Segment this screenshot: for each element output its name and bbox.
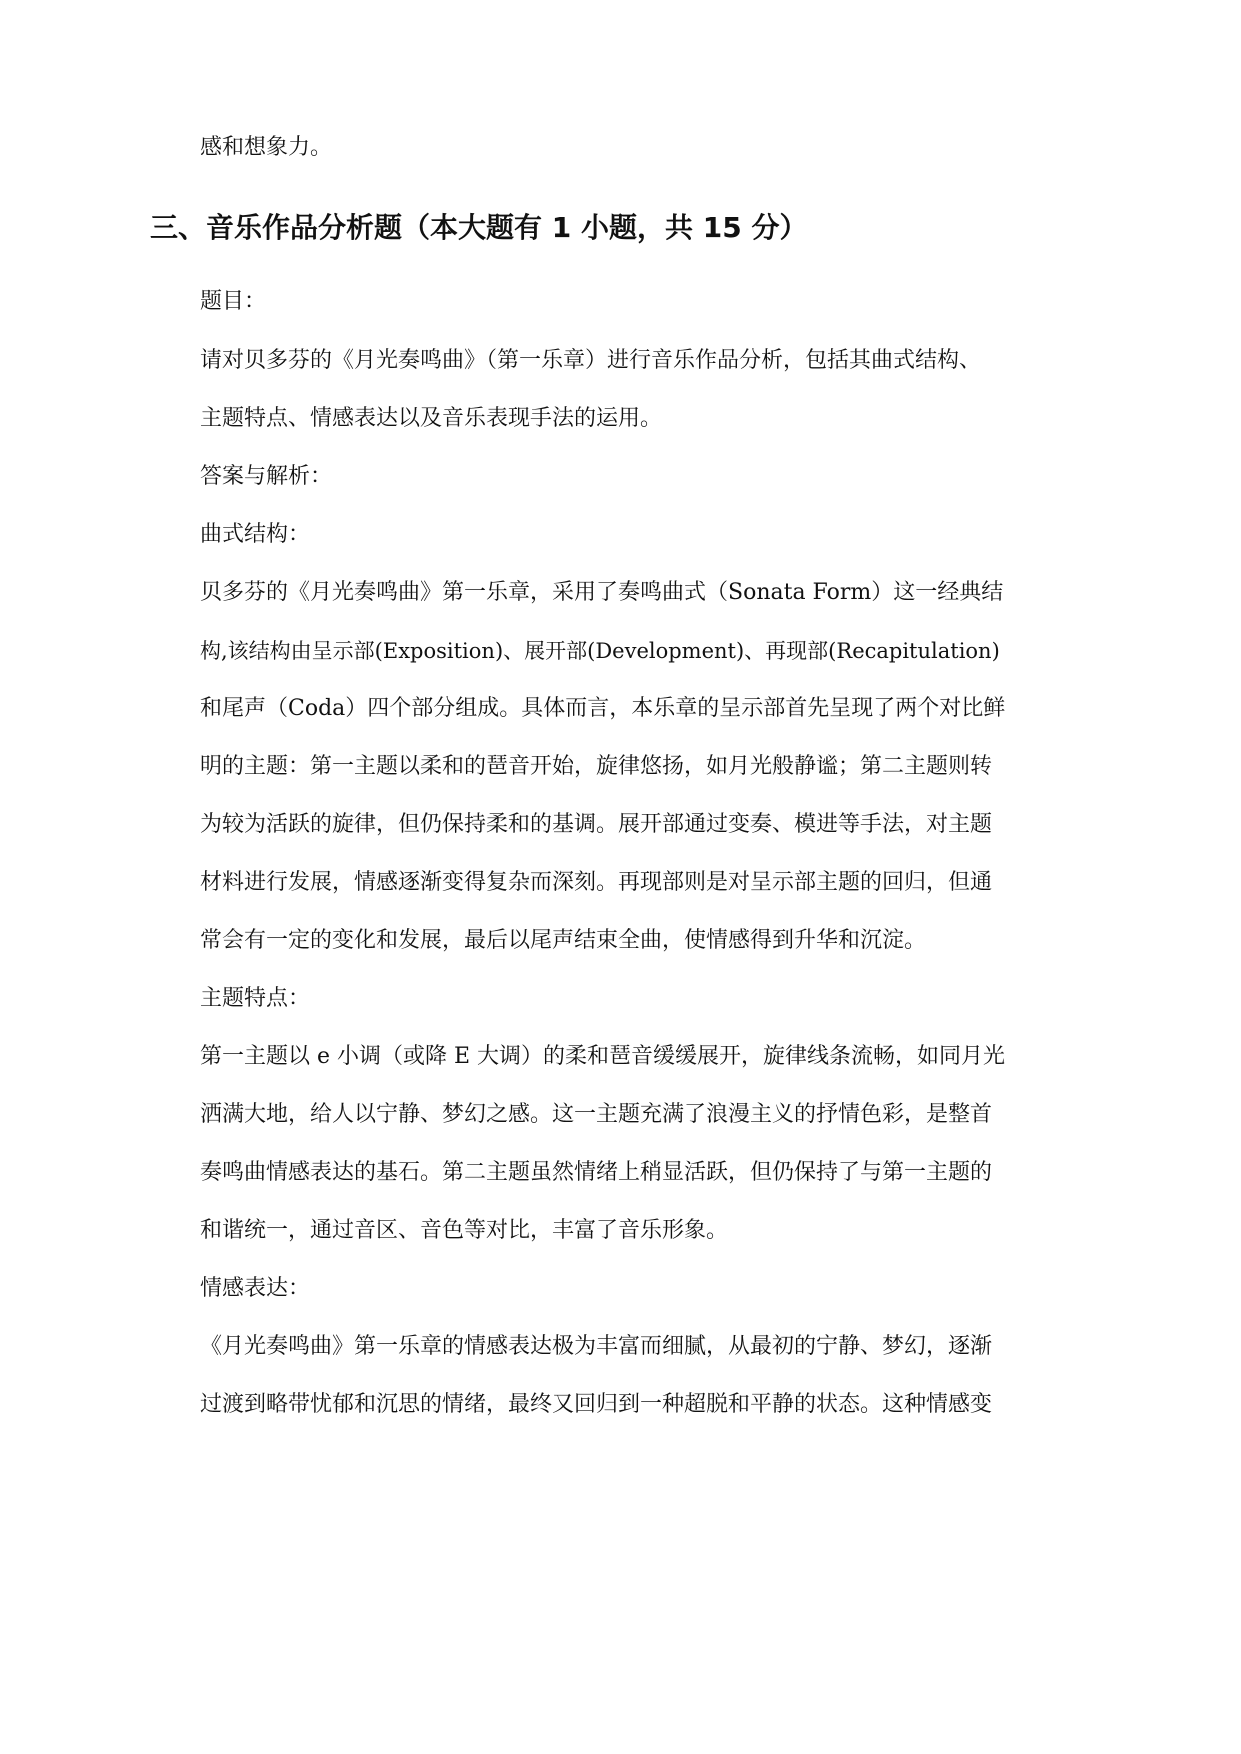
form-line: 材料进行发展，情感逐渐变得复杂而深刻。再现部则是对呈示部主题的回归，但通 [200, 870, 993, 895]
form-line: 常会有一定的变化和发展，最后以尾声结束全曲，使情感得到升华和沉淀。 [200, 928, 927, 953]
form-line: 和尾声（Coda）四个部分组成。具体而言，本乐章的呈示部首先呈现了两个对比鲜 [200, 696, 1006, 721]
question-line: 主题特点、情感表达以及音乐表现手法的运用。 [200, 406, 663, 431]
form-line: 为较为活跃的旋律，但仍保持柔和的基调。展开部通过变奏、模进等手法，对主题 [200, 812, 993, 837]
answer-label: 答案与解析： [200, 464, 333, 489]
question-label: 题目： [200, 289, 267, 314]
form-label: 曲式结构： [200, 522, 311, 547]
question-line: 请对贝多芬的《月光奏鸣曲》（第一乐章）进行音乐作品分析，包括其曲式结构、 [200, 348, 982, 373]
emotion-line: 过渡到略带忧郁和沉思的情绪，最终又回归到一种超脱和平静的状态。这种情感变 [200, 1392, 993, 1417]
theme-line: 和谐统一，通过音区、音色等对比，丰富了音乐形象。 [200, 1218, 729, 1243]
section-heading: 三、音乐作品分析题（本大题有 1 小题，共 15 分） [150, 211, 808, 244]
intro-tail-text: 感和想象力。 [200, 135, 333, 160]
form-line: 明的主题：第一主题以柔和的琶音开始，旋律悠扬，如月光般静谧；第二主题则转 [200, 754, 993, 779]
theme-line: 奏鸣曲情感表达的基石。第二主题虽然情绪上稍显活跃，但仍保持了与第一主题的 [200, 1160, 993, 1185]
theme-label: 主题特点： [200, 986, 311, 1011]
emotion-line: 《月光奏鸣曲》第一乐章的情感表达极为丰富而细腻，从最初的宁静、梦幻，逐渐 [200, 1334, 993, 1359]
form-line: 构,该结构由呈示部(Exposition)、展开部(Development)、再现部(Recapitulation) [200, 639, 1000, 663]
theme-line: 洒满大地，给人以宁静、梦幻之感。这一主题充满了浪漫主义的抒情色彩，是整首 [200, 1102, 993, 1127]
emotion-label: 情感表达： [200, 1276, 311, 1301]
theme-line: 第一主题以 e 小调（或降 E 大调）的柔和琶音缓缓展开，旋律线条流畅，如同月光 [200, 1044, 1006, 1069]
form-line: 贝多芬的《月光奏鸣曲》第一乐章，采用了奏鸣曲式（Sonata Form）这一经典结 [200, 580, 1004, 605]
